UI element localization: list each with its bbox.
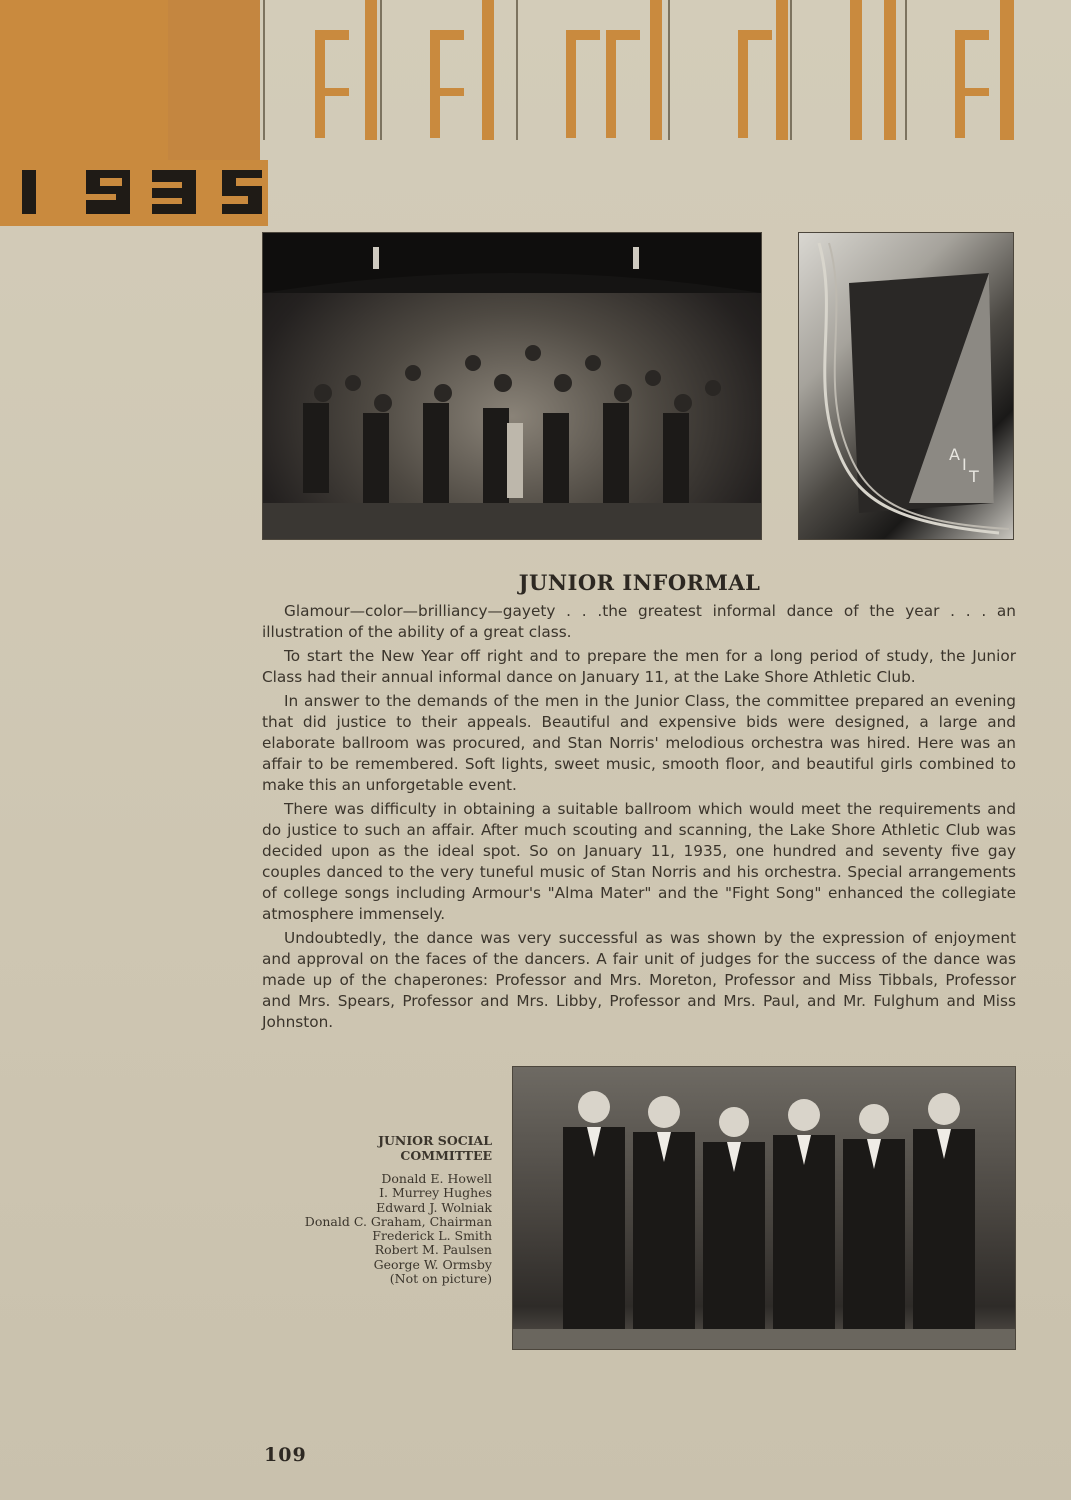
dance-crowd-illustration bbox=[263, 233, 761, 539]
header-shape bbox=[776, 0, 788, 140]
header-shape bbox=[606, 30, 616, 138]
committee-member: George W. Ormsby bbox=[373, 1256, 492, 1272]
article-paragraph: In answer to the demands of the men in the Junior Class, the committee prepared an evening that did justice to their appeals. Beautiful and expensive bids were designed, a large and elaborate ballroom was procured, and Stan Norris' melodious orchestra was hired. Here was an affair to be remembered. Soft lights, sweet music, smooth floor, and beautiful girls combined to make this an unforgetable event. bbox=[262, 692, 1016, 794]
header-shape bbox=[315, 88, 349, 96]
header-shape bbox=[955, 30, 965, 138]
page-number: 109 bbox=[264, 1444, 307, 1466]
header-rule bbox=[380, 0, 382, 140]
bid-letter: A bbox=[949, 445, 960, 464]
dance-crowd-photo bbox=[263, 233, 761, 539]
committee-member: Frederick L. Smith bbox=[372, 1228, 492, 1244]
year-glyph-3 bbox=[152, 170, 196, 214]
committee-title bbox=[260, 1133, 492, 1163]
bid-letter: I bbox=[962, 455, 967, 474]
header-shape bbox=[884, 0, 896, 140]
year-glyph-9 bbox=[86, 170, 130, 214]
article-paragraph: Undoubtedly, the dance was very successful as was shown by the expression of enjoyment and approval on the faces of the dancers. A fair unit of judges for the success of the dance was made up of the chaperones: Professor and Mrs. Moreton, Professor and Miss Tibbals, Professor and Mrs. Spears, Professor and Mrs. Libby, Professor and Mrs. Paul, and Mr. Fulghum and Miss Johnston. bbox=[262, 929, 1016, 1031]
committee-member: Robert M. Paulsen bbox=[374, 1242, 492, 1258]
article-body bbox=[262, 601, 1016, 1036]
article-title: JUNIOR INFORMAL bbox=[518, 570, 761, 595]
header-shape bbox=[955, 88, 989, 96]
header-shape bbox=[566, 30, 576, 138]
orange-corner-strip bbox=[168, 0, 260, 160]
committee-title-line: JUNIOR SOCIAL bbox=[378, 1133, 492, 1148]
header-rule bbox=[668, 0, 670, 140]
header-rule bbox=[905, 0, 907, 140]
article-paragraph: To start the New Year off right and to prepare the men for a long period of study, the Junior Class had their annual informal dance on January 11, at the Lake Shore Athletic Club. bbox=[262, 647, 1016, 686]
header-shape bbox=[650, 0, 662, 140]
committee-member: Edward J. Wolniak bbox=[376, 1199, 492, 1215]
committee-group-photo bbox=[513, 1067, 1015, 1349]
bid-letter: T bbox=[969, 467, 979, 486]
committee-member: (Not on picture) bbox=[389, 1271, 492, 1287]
header-shape bbox=[365, 0, 377, 140]
article-paragraph: There was difficulty in obtaining a suitable ballroom which would meet the requirements and do justice to such an affair. After much scouting and scanning, the Lake Shore Athletic Club was decided upon as the ideal spot. So on January 11, 1935, one hundred and seventy five gay couples danced to the very tuneful music of Stan Norris and his orchestra. Special arrangements of college songs including Armour's "Alma Mater" and the "Fight Song" enhanced the collegiate atmosphere immensely. bbox=[262, 800, 1016, 923]
committee-member: I. Murrey Hughes bbox=[379, 1185, 492, 1201]
year-bar bbox=[0, 160, 270, 226]
header-shape bbox=[315, 30, 325, 138]
committee-illustration bbox=[513, 1067, 1015, 1349]
orange-corner-block bbox=[0, 0, 168, 160]
header-rule bbox=[263, 0, 265, 140]
header-rule bbox=[790, 0, 792, 140]
header-shape bbox=[482, 0, 494, 140]
committee-title-line: COMMITTEE bbox=[400, 1148, 492, 1163]
header-shape bbox=[1000, 0, 1014, 140]
bid-illustration bbox=[799, 233, 1013, 539]
header-shape bbox=[430, 88, 464, 96]
header-shape bbox=[738, 30, 748, 138]
dance-bid-photo bbox=[799, 233, 1013, 539]
article-paragraph: Glamour—color—brilliancy—gayety . . .the greatest informal dance of the year . . . an illustration of the ability of a great class. bbox=[262, 602, 1016, 641]
year-glyph-1 bbox=[22, 170, 36, 214]
committee-caption bbox=[260, 1133, 492, 1286]
committee-member: Donald C. Graham, Chairman bbox=[304, 1213, 492, 1229]
header-shape bbox=[850, 0, 862, 140]
header-rule bbox=[516, 0, 518, 140]
year-glyph-5 bbox=[222, 170, 262, 214]
committee-member: Donald E. Howell bbox=[381, 1171, 492, 1186]
header-shape bbox=[430, 30, 440, 138]
